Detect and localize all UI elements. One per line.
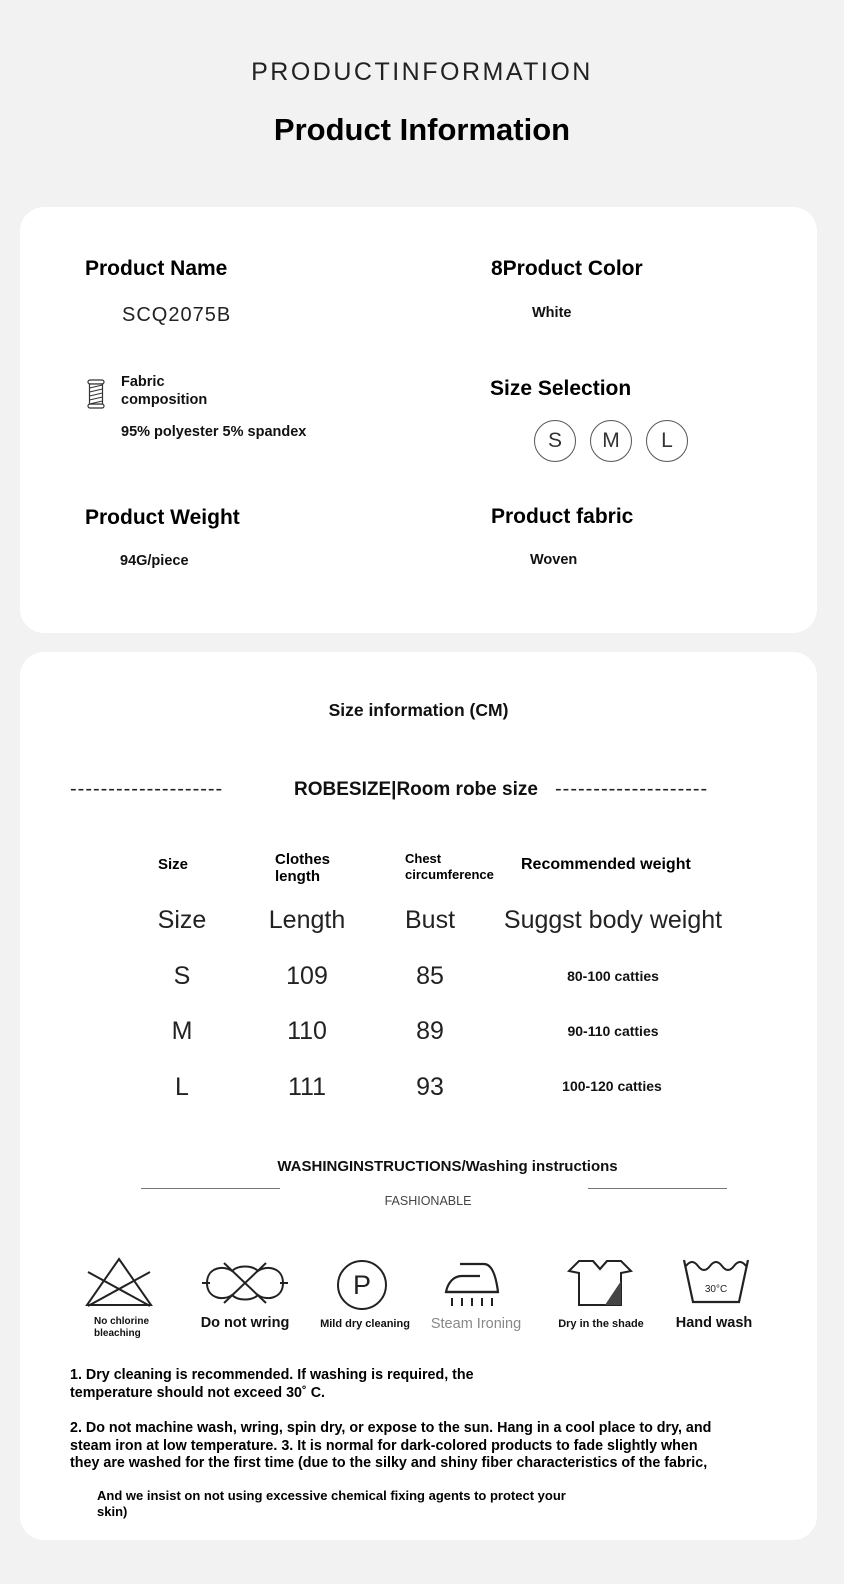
size-option-l[interactable]: L: [646, 420, 688, 462]
washing-note-2-line3: they are washed for the first time (due to the silky and shiny fiber characteristics of the fabric,: [70, 1455, 708, 1471]
washing-note-1-line2: temperature should not exceed 30˚ C.: [70, 1384, 326, 1401]
washing-divider-left: [141, 1188, 280, 1189]
row-s-weight: 80-100 catties: [567, 968, 659, 984]
dry-clean-symbol: P: [352, 1270, 372, 1300]
row-m-bust: 89: [416, 1017, 444, 1045]
size-info-card: [20, 652, 817, 1540]
no-wring-icon: [202, 1260, 288, 1306]
header-chest-line1: Chest: [405, 851, 442, 866]
washing-note-2: [70, 1420, 711, 1473]
iron-caption: Steam Ironing: [430, 1316, 522, 1332]
size-info-title: Size information (CM): [328, 700, 509, 720]
row-l-size: L: [175, 1073, 189, 1101]
row-s-bust: 85: [416, 962, 444, 990]
hand-wash-icon: [681, 1256, 751, 1304]
header-clothes-length-line2: length: [275, 868, 320, 885]
header-clothes-length: [275, 851, 330, 885]
fabric-composition-value: 95% polyester 5% spandex: [121, 424, 307, 440]
washing-note-2-line2: steam iron at low temperature. 3. It is normal for dark-colored products to fade slightly when: [70, 1437, 698, 1454]
washing-divider-right: [588, 1188, 727, 1189]
fabric-composition-label-line1: Fabric: [121, 374, 165, 390]
size-option-m[interactable]: M: [590, 420, 632, 462]
no-bleach-caption: [94, 1316, 149, 1340]
header-chest: [405, 851, 494, 883]
header-chest-line2: circumference: [405, 867, 494, 882]
row-l-length: 111: [287, 1073, 326, 1101]
no-bleach-icon: [84, 1256, 154, 1308]
product-fabric-value: Woven: [530, 552, 578, 568]
no-bleach-caption-line1: No chlorine: [94, 1316, 150, 1327]
product-fabric-label: Product fabric: [491, 505, 634, 528]
row-l-weight: 100-120 catties: [562, 1078, 662, 1094]
dashes-right: --------------------: [555, 778, 709, 800]
fabric-composition-label-line2: composition: [121, 392, 208, 408]
product-name-value: SCQ2075B: [122, 304, 232, 326]
product-name-label: Product Name: [85, 257, 228, 280]
washing-note-1: [70, 1367, 474, 1402]
washing-note-2-line1: 2. Do not machine wash, wring, spin dry, or expose to the sun. Hang in a cool place to dry, and: [70, 1420, 712, 1436]
dry-shade-caption: Dry in the shade: [558, 1318, 644, 1330]
row-s-size: S: [173, 962, 191, 990]
dashes-left: --------------------: [70, 778, 224, 800]
row-l-bust: 93: [416, 1073, 444, 1101]
no-wring-caption: Do not wring: [200, 1315, 290, 1331]
dry-shade-icon: [567, 1257, 633, 1309]
washing-subtitle: FASHIONABLE: [384, 1194, 472, 1208]
page-title: Product Information: [273, 112, 571, 147]
row-m-weight: 90-110 catties: [567, 1023, 659, 1039]
robe-size-title: ROBESIZE|Room robe size: [294, 779, 538, 800]
row-m-size: M: [171, 1017, 193, 1045]
iron-icon: [440, 1258, 504, 1310]
washing-note-3-line2: skin): [97, 1504, 128, 1519]
hand-wash-temp: 30°C: [704, 1284, 728, 1295]
product-weight-label: Product Weight: [85, 506, 240, 529]
header-subtitle: PRODUCTINFORMATION: [251, 58, 593, 86]
product-info-card: [20, 207, 817, 633]
product-color-value: White: [532, 305, 572, 321]
hand-wash-caption: Hand wash: [675, 1315, 753, 1331]
subheader-size: Size: [157, 906, 207, 934]
header-size: Size: [158, 856, 189, 873]
subheader-length: Length: [268, 906, 346, 934]
dry-clean-caption: Mild dry cleaning: [320, 1318, 410, 1330]
header-recommended-weight: Recommended weight: [521, 856, 691, 873]
washing-note-3: [97, 1488, 566, 1520]
row-m-length: 110: [287, 1017, 327, 1045]
product-weight-value: 94G/piece: [120, 553, 189, 569]
thread-spool-icon: [87, 379, 105, 409]
subheader-bust: Bust: [404, 906, 456, 934]
subheader-body-weight: Suggst body weight: [503, 906, 723, 934]
product-color-label: 8Product Color: [491, 257, 643, 280]
no-bleach-caption-line2: bleaching: [94, 1328, 141, 1339]
washing-note-3-line1: And we insist on not using excessive chemical fixing agents to protect your: [97, 1488, 566, 1503]
size-selection-label: Size Selection: [490, 377, 632, 400]
row-s-length: 109: [286, 962, 328, 990]
dry-clean-icon: [336, 1259, 388, 1311]
washing-note-1-line1: 1. Dry cleaning is recommended. If washing is required, the: [70, 1367, 474, 1383]
fabric-composition-label: [121, 373, 207, 409]
size-option-s[interactable]: S: [534, 420, 576, 462]
washing-title: WASHINGINSTRUCTIONS/Washing instructions: [277, 1158, 618, 1175]
header-clothes-length-line1: Clothes: [275, 851, 331, 868]
